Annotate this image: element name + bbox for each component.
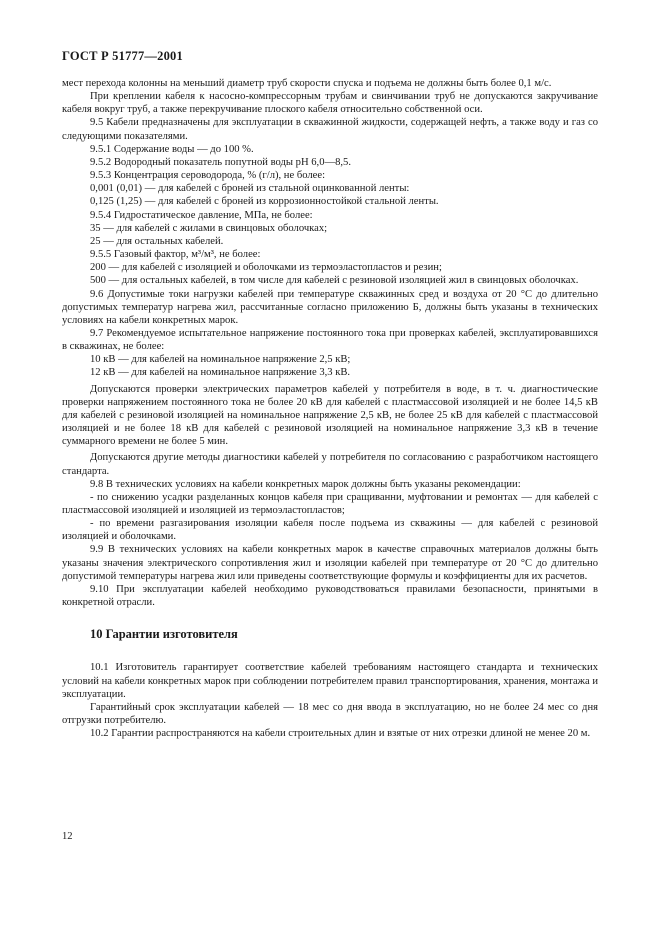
paragraph: Гарантийный срок эксплуатации кабелей — 18 мес со дня ввода в эксплуатацию, но не более 24 мес со дня отгрузки потребителю. bbox=[62, 701, 598, 727]
clause-10-1: 10.1 Изготовитель гарантирует соответствие кабелей требованиям настоящего стандарта и технических условий на кабели конкретных марок при соблюдении потребителем правил транспортирования, хранения, монтажа и эксплуатации. bbox=[62, 662, 598, 700]
paragraph: Допускаются другие методы диагностики кабелей у потребителя по согласованию с разработчиком настоящего стандарта. bbox=[62, 452, 598, 477]
clause-9-8: 9.8 В технических условиях на кабели конкретных марок должны быть указаны рекомендации: bbox=[90, 478, 521, 490]
clause-9-5-4: 9.5.4 Гидростатическое давление, МПа, не более: bbox=[90, 209, 313, 221]
list-item: 500 — для остальных кабелей, в том числе для кабелей с резиновой изоляцией жил в свинцовых оболочках. bbox=[90, 275, 579, 287]
standard-header: ГОСТ Р 51777—2001 bbox=[62, 49, 183, 63]
list-item: - по времени разгазирования изоляции кабеля после подъема из скважины — для кабелей с резиновой изоляцией и оболочками. bbox=[62, 518, 598, 543]
clause-9-5-1: 9.5.1 Содержание воды — до 100 %. bbox=[90, 143, 254, 155]
list-item: 0,001 (0,01) — для кабелей с броней из стальной оцинкованной ленты: bbox=[90, 183, 410, 195]
paragraph: При креплении кабеля к насосно-компрессорным трубам и свинчивании труб не допускаются закручивание кабеля вокруг труб, а также перекручивание плоского кабеля относительно собственной оси. bbox=[62, 91, 598, 116]
page-number: 12 bbox=[62, 831, 73, 842]
clause-9-10: 9.10 При эксплуатации кабелей необходимо руководствоваться правилами безопасности, принятыми в конкретной отрасли. bbox=[62, 583, 598, 609]
list-item: 35 — для кабелей с жилами в свинцовых оболочках; bbox=[90, 222, 328, 234]
clause-9-5-3: 9.5.3 Концентрация сероводорода, % (г/л), не более: bbox=[90, 170, 326, 182]
list-item: - по снижению усадки разделанных концов кабеля при сращиванни, муфтовании и ремонтах — для кабелей с пластмассовой изоляцией и изоляцией из термоэластопластов; bbox=[62, 491, 598, 516]
paragraph: мест перехода колонны на меньший диаметр труб скорости спуска и подъема не должны быть более 0,1 м/с. bbox=[62, 78, 552, 89]
clause-9-5-2: 9.5.2 Водородный показатель попутной воды pH 6,0—8,5. bbox=[90, 156, 351, 168]
clause-9-7: 9.7 Рекомендуемое испытательное напряжение постоянного тока при проверках кабелей, эксплуатировавшихся в скважинах, не более: bbox=[62, 327, 598, 353]
clause-10-2: 10.2 Гарантии распространяются на кабели строительных длин и взятые от них отрезки длиной не менее 20 м. bbox=[90, 728, 591, 740]
list-item: 200 — для кабелей с изоляцией и оболочками из термоэластопластов и резин; bbox=[90, 262, 442, 274]
clause-9-5: 9.5 Кабели предназначены для эксплуатации в скважинной жидкости, содержащей нефть, а также воду и газ со следующими показателями. bbox=[62, 117, 598, 142]
paragraph: Допускаются проверки электрических параметров кабелей у потребителя в воде, в т. ч. диагностические проверки напряжением постоянного тока не более 20 кВ для кабелей с пластмассовой изоляцией и не более 14,5 кВ для кабелей с резиновой изоляцией на номинальное напряжение 2,5 кВ, не более 25 кВ для кабелей с пластмассовой изоляцией и не более 18 кВ для кабелей с резиновой изоляцией на номинальное напряжение 3,3 кВ в течение суммарного времени не более 5 мин. bbox=[62, 383, 598, 448]
clause-9-9: 9.9 В технических условиях на кабели конкретных марок в качестве справочных материалов должны быть указаны значения электрического сопротивления жил и изоляции кабелей при температуре от 20 °С до длительно допустимой температуры нагрева жил или приведены соответствующие формулы и коэффициенты для их расчетов. bbox=[62, 544, 598, 582]
section-title: 10 Гарантии изготовителя bbox=[90, 627, 238, 642]
page-body bbox=[62, 77, 598, 740]
list-item: 12 кВ — для кабелей на номинальное напряжение 3,3 кВ. bbox=[90, 367, 351, 379]
list-item: 0,125 (1,25) — для кабелей с броней из коррозионностойкой стальной ленты. bbox=[90, 196, 439, 208]
clause-9-6: 9.6 Допустимые токи нагрузки кабелей при температуре скважинных сред и воздуха от 20 °С до длительно допустимых температур нагрева жил, рассчитанные согласно приложению Б, должны быть указаны в технических условиях на кабели конкретных марок. bbox=[62, 288, 598, 326]
list-item: 25 — для остальных кабелей. bbox=[90, 235, 224, 247]
list-item: 10 кВ — для кабелей на номинальное напряжение 2,5 кВ; bbox=[90, 354, 351, 366]
clause-9-5-5: 9.5.5 Газовый фактор, м³/м³, не более: bbox=[90, 249, 261, 261]
